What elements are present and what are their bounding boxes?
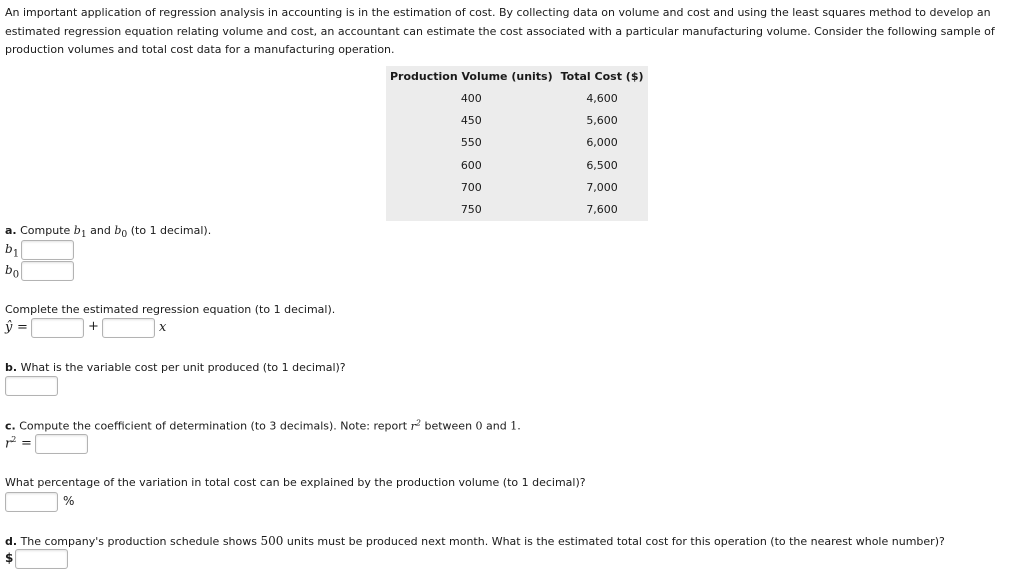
cell-cost: 7,000 — [586, 180, 618, 194]
question-b-letter: b. — [5, 361, 18, 374]
b1-symbol: b — [73, 224, 81, 237]
question-a-letter: a. — [5, 224, 17, 237]
b1-label: $b_1$ — [5, 242, 20, 260]
b0-label: $b_0$ — [5, 263, 20, 281]
r2-input[interactable] — [35, 434, 88, 454]
table-row — [386, 87, 648, 109]
equation-equals: = — [17, 320, 28, 335]
cell-cost: 6,000 — [586, 136, 618, 150]
b1-input[interactable] — [21, 240, 74, 260]
question-a-and: and — [90, 224, 111, 237]
percent-unit: % — [63, 494, 75, 508]
question-c-one: 1. — [510, 419, 521, 433]
r2-label: $r^2$ — [5, 435, 17, 452]
question-a-compute: Compute — [20, 224, 71, 237]
question-b-text: What is the variable cost per unit produced (to 1 decimal)? — [20, 361, 346, 374]
header-total-cost: Total Cost ($) — [560, 70, 644, 83]
b0-subscript: 0 — [121, 229, 128, 241]
question-a-suffix: (to 1 decimal). — [130, 224, 212, 237]
cell-cost: 4,600 — [586, 91, 618, 105]
question-c-between: between — [424, 419, 473, 433]
header-production-volume: Production Volume (units) — [390, 70, 553, 83]
cell-cost: 5,600 — [586, 113, 618, 127]
slope-input[interactable] — [102, 318, 155, 338]
b0-symbol: b — [114, 224, 122, 237]
question-b — [5, 361, 346, 374]
intro-paragraph: An important application of regression analysis in accounting is in the estimation of cost. By collecting data on volume and cost and using the least squares method to develop an estimated regression equation relating volume and cost, an accountant can estimate the cost associated with a particular manufacturing volume. Consider the following sample of production volumes and total cost data for a manufacturing operation. — [5, 6, 995, 56]
b1-subscript: 1 — [80, 229, 87, 241]
question-d-text-before: The company's production schedule shows — [20, 535, 257, 548]
cell-volume: 750 — [460, 203, 482, 217]
data-table — [386, 66, 648, 221]
cell-volume: 600 — [460, 158, 482, 172]
percentage-question: What percentage of the variation in total cost can be explained by the production volume (to 1 decimal)? — [5, 476, 586, 489]
table-row — [386, 199, 648, 221]
variable-cost-input[interactable] — [5, 376, 58, 396]
cell-volume: 400 — [460, 91, 482, 105]
equation-x: x — [159, 320, 167, 335]
question-d-text-after: units must be produced next month. What is the estimated total cost for this operation (to the nearest whole number)? — [286, 535, 945, 548]
cell-volume: 450 — [460, 113, 482, 127]
table-row — [386, 132, 648, 154]
currency-symbol: $ — [5, 551, 14, 565]
equation-plus: + — [88, 319, 99, 334]
intercept-input[interactable] — [31, 318, 84, 338]
percentage-input[interactable] — [5, 492, 58, 512]
cell-cost: 7,600 — [586, 203, 618, 217]
table-row — [386, 176, 648, 198]
r2-symbol: $r^2$ — [410, 418, 421, 433]
question-c — [5, 418, 521, 433]
cell-volume: 550 — [460, 136, 482, 150]
question-c-text: Compute the coefficient of determination (to 3 decimals). Note: report — [19, 419, 408, 433]
r2-equals: = — [21, 436, 32, 451]
equation-prompt: Complete the estimated regression equation (to 1 decimal). — [5, 303, 336, 316]
cell-cost: 6,500 — [586, 158, 618, 172]
question-d — [5, 534, 945, 548]
b0-input[interactable] — [21, 261, 74, 281]
question-c-letter: c. — [5, 419, 16, 433]
table-row — [386, 154, 648, 176]
question-d-letter: d. — [5, 535, 18, 548]
question-c-and: and — [486, 419, 507, 433]
table-row — [386, 109, 648, 131]
table-header-row — [386, 66, 648, 87]
question-c-zero: 0 — [475, 419, 483, 433]
cell-volume: 700 — [460, 180, 482, 194]
question-a — [5, 224, 211, 240]
yhat-symbol: ŷ — [5, 320, 13, 335]
question-d-units: 500 — [260, 534, 284, 548]
total-cost-input[interactable] — [15, 549, 68, 569]
